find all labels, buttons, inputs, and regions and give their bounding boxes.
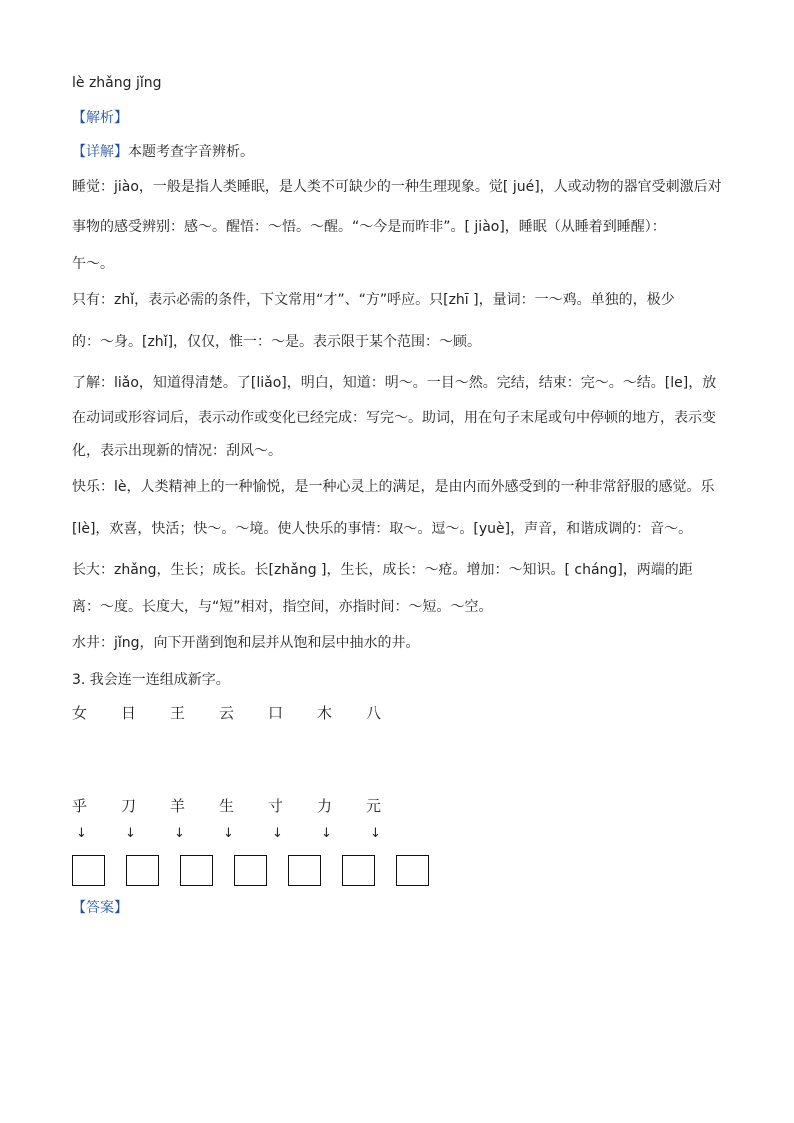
paragraph-line: 离：～度。长度大，与“短”相对，指空间，亦指时间：～短。～空。: [72, 599, 493, 615]
answer-box[interactable]: [396, 855, 429, 886]
jiexi-heading: 【解析】: [72, 110, 128, 126]
paragraph-line: 事物的感受辨别：感～。醒悟：～悟。～醒。“～今是而昨非”。[ jiào]，睡眠（从睡着到睡醒）：: [72, 219, 666, 235]
xiangjie-text: 本题考查字音辨析。: [128, 144, 254, 160]
bottom-char[interactable]: 刀: [121, 797, 137, 815]
down-arrow-icon: ↓: [272, 826, 283, 841]
answer-box[interactable]: [180, 855, 213, 886]
top-char[interactable]: 八: [366, 704, 382, 722]
bottom-char[interactable]: 力: [317, 797, 333, 815]
bottom-char[interactable]: 寸: [268, 797, 284, 815]
bottom-char-row: [72, 795, 415, 816]
down-arrow-icon: ↓: [321, 826, 332, 841]
paragraph-line: 水井：jǐng，向下开凿到饱和层并从饱和层中抽水的井。: [72, 635, 420, 651]
down-arrow-icon: ↓: [223, 826, 234, 841]
answer-box[interactable]: [234, 855, 267, 886]
answer-box[interactable]: [342, 855, 375, 886]
down-arrow-icon: ↓: [174, 826, 185, 841]
arrow-row: [76, 826, 419, 841]
paragraph-line: 了解：liǎo，知道得清楚。了[liǎo]，明白，知道：明～。一目～然。完结，结束：完～。～结。[le]，放: [72, 375, 717, 391]
question-3: 3. 我会连一连组成新字。: [72, 672, 230, 688]
top-char[interactable]: 云: [219, 704, 235, 722]
paragraph-line: [lè]，欢喜，快活；快～。～境。使人快乐的事情：取～。逗～。[yuè]，声音，和谐成调的：音～。: [72, 521, 693, 537]
answer-box[interactable]: [288, 855, 321, 886]
paragraph-line: 快乐：lè，人类精神上的一种愉悦，是一种心灵上的满足，是由内而外感受到的一种非常舒服的感觉。乐: [72, 479, 715, 495]
top-char-row: [72, 702, 415, 723]
answer-box-row: [72, 855, 450, 886]
bottom-char[interactable]: 乎: [72, 797, 88, 815]
xiangjie-line: [72, 142, 254, 162]
top-char[interactable]: 女: [72, 704, 88, 722]
pinyin-line: lè zhǎng jǐng: [72, 75, 162, 91]
answer-heading: 【答案】: [72, 900, 128, 916]
paragraph-line: 在动词或形容词后，表示动作或变化已经完成：写完～。助词，用在句子末尾或句中停顿的地方，表示变: [72, 410, 716, 426]
top-char[interactable]: 日: [121, 704, 137, 722]
bottom-char[interactable]: 元: [366, 797, 382, 815]
answer-box[interactable]: [126, 855, 159, 886]
paragraph-line: 午～。: [72, 256, 114, 272]
down-arrow-icon: ↓: [76, 826, 87, 841]
paragraph-line: 长大：zhǎng，生长；成长。长[zhǎng ]，生长，成长：～疮。增加：～知识。[ cháng]，两端的距: [72, 562, 693, 578]
top-char[interactable]: 木: [317, 704, 333, 722]
paragraph-line: 化，表示出现新的情况：刮风～。: [72, 443, 282, 459]
top-char[interactable]: 王: [170, 704, 186, 722]
paragraph-line: 的：～身。[zhǐ]，仅仅，惟一：～是。表示限于某个范围：～顾。: [72, 334, 482, 350]
answer-box[interactable]: [72, 855, 105, 886]
down-arrow-icon: ↓: [370, 826, 381, 841]
top-char[interactable]: 口: [268, 704, 284, 722]
xiangjie-tag: 【详解】: [72, 144, 128, 160]
bottom-char[interactable]: 羊: [170, 797, 186, 815]
down-arrow-icon: ↓: [125, 826, 136, 841]
bottom-char[interactable]: 生: [219, 797, 235, 815]
paragraph-line: 只有：zhǐ，表示必需的条件，下文常用“才”、“方”呼应。只[zhī ]，量词：一～鸡。单独的，极少: [72, 292, 675, 308]
paragraph-line: 睡觉：jiào，一般是指人类睡眠，是人类不可缺少的一种生理现象。觉[ jué]，人或动物的器官受刺激后对: [72, 179, 722, 195]
